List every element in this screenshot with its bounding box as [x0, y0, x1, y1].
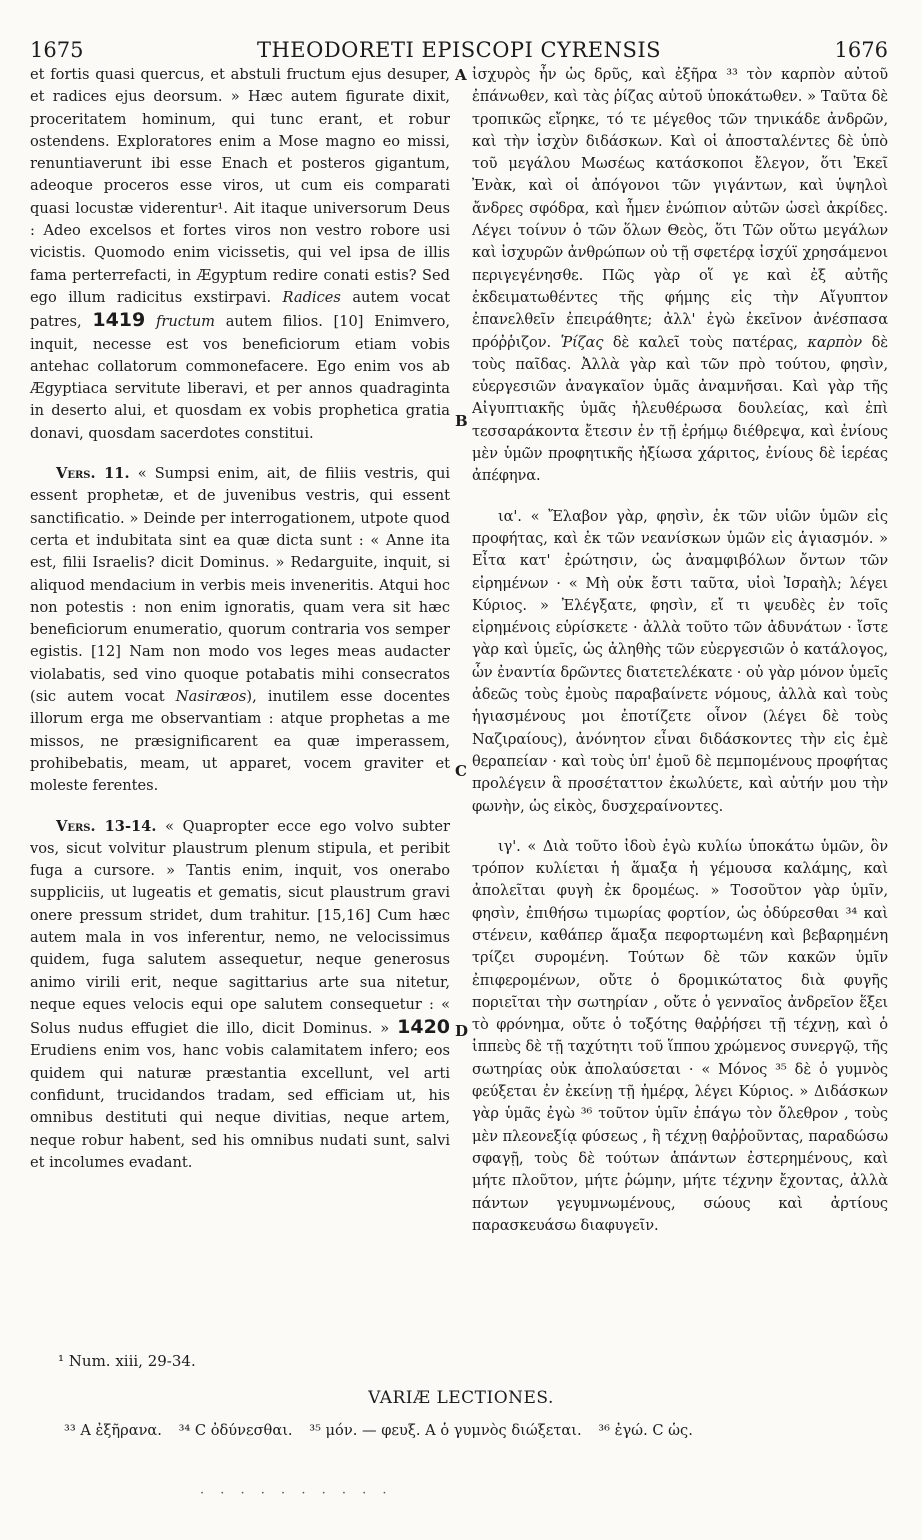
margin-letter-b: B: [455, 412, 468, 430]
page-number-left: 1675: [30, 38, 84, 62]
latin-paragraph-2: Vers. 11. « Sumpsi enim, ait, de filiis vestris, qui essent prophetæ, et de juvenibus vestris, qui essent sanctificatio. » Deinde per interrogationem, utpote quod certa et indubitata sint ea quæ dicta sunt : « Anne ita est, filii Israelis? dicit Dominus. » Redarguite, inquit, si aliquod mendacium in verbis meis inveneritis. Atqui hoc non potestis : non enim ignoratis, quam vera sit hæc beneficiorum enumeratio, quorum contraria vos semper egistis. [12] Nam non modo vos leges meas audacter violabatis, sed vino quoque potabatis mihi consecratos (sic autem vocat Nasiræos), inutilem esse docentes illorum erga me observantiam : atque prophetas a me missos, ne præsignificarent ea quæ imperassem, prohibebatis, meam, ut apparet, vocem graviter et moleste ferentes.: [30, 465, 451, 795]
page-title: THEODORETI EPISCOPI CYRENSIS: [256, 38, 662, 62]
variant-reading: ³⁴ C ὀδύνεσθαι.: [178, 1422, 293, 1439]
variant-reading: ³⁵ μόν. — φευξ. A ὁ γυμνὸς διώξεται.: [309, 1422, 582, 1439]
margin-letter-c: C: [455, 762, 467, 780]
greek-paragraph-3: ιγ'. « Διὰ τοῦτο ἰδοὺ ἐγὼ κυλίω ὑποκάτω ὑμῶν, ὃν τρόπον κυλίεται ἡ ἅμαξα ἡ γέμουσα καλάμης, καὶ ἀπολεῖται φυγὴ ἐκ δρομέως. » Τοσοῦτον γὰρ ὑμῖν, φησὶν, ἐπιθήσω τιμωρίας φορτίον, ὡς ὀδύρεσθαι ³⁴ καὶ στένειν, καθάπερ ἅμαξα πεφορτωμένη καὶ βεβαρημένη τρίζει συρομένη. Τούτων δὲ τῶν κακῶν ὑμῖν ἐπιφερομένων, οὔτε ὁ δρομικώτατος διὰ φυγῆς ποριεῖται τὴν σωτηρίαν , οὔτε ὁ γενναῖος ἀνδρεῖον ἕξει τὸ φρόνημα, οὔτε ὁ τοξότης θαῤῥήσει τῇ τέχνῃ, καὶ ὁ ἱππεὺς δὲ τῇ ταχύτητι τοῦ ἵππου χρώμενος συνεργῷ, τῆς σωτηρίας οὐκ ἀπολαύσεται · « Μόνος ³⁵ δὲ ὁ γυμνὸς φεύξεται ἐν ἐκείνῃ τῇ ἡμέρᾳ, λέγει Κύριος. » Διδάσκων γὰρ ὑμᾶς ἐγὼ ³⁶ τοῦτον ὑμῖν ἐπάγω τὸν ὄλεθρον , τοὺς μὲν πλεονεξίᾳ φύσεως , ἢ τέχνῃ θαῤῥοῦντας, παραδώσω σφαγῇ, τοὺς δὲ τούτων ἁπάντων ἐστερημένους, καὶ μήτε πλοῦτον, μήτε ῥώμην, μήτε τέχνην ἔχοντας, ἀλλὰ πάντων γεγυμνωμένους, σώους καὶ ἀρτίους παρασκευάσω διαφυγεῖν.: [472, 837, 888, 1234]
variae-lectiones-list: [64, 1422, 892, 1439]
greek-paragraph-1: ἰσχυρὸς ἦν ὡς δρῦς, καὶ ἐξῆρα ³³ τὸν καρπὸν αὐτοῦ ἐπάνωθεν, καὶ τὰς ῥίζας αὐτοῦ ὑποκάτωθεν. » Ταῦτα δὲ τροπικῶς εἴρηκε, τό τε μέγεθος τῶν τηνικάδε ἀνδρῶν, καὶ τὴν ἰσχὺν διδάσκων. Καὶ οἱ ἀποσταλέντες δὲ ὑπὸ τοῦ μεγάλου Μωσέως κατάσκοποι ἔλεγον, ὅτι Ἐκεῖ Ἐνὰκ, καὶ οἱ ἀπόγονοι τῶν γιγάντων, καὶ ὑψηλοὶ ἄνδρες σφόδρα, καὶ ἦμεν ἐνώπιον αὐτῶν ὡσεὶ ἀκρίδες. Λέγει τοίνυν ὁ τῶν ὅλων Θεὸς, ὅτι Τῶν οὕτω μεγάλων καὶ ἰσχυρῶν ἀνθρώπων οὐ τῇ σφετέρᾳ ἰσχύϊ χρησάμενοι περιγεγένησθε. Πῶς γὰρ οἵ γε καὶ ἐξ αὐτῆς ἐκδειματωθέντες τῆς φήμης εἰς τὴν Αἴγυπτον ἐπανελθεῖν ἐπειράθητε; ἀλλ' ἐγὼ ἐκεῖνον ἀνέσπασα πρόῤῥιζον. Ῥίζας δὲ καλεῖ τοὺς πατέρας, καρπὸν δὲ τοὺς παῖδας. Ἀλλὰ γὰρ καὶ τῶν πρὸ τούτου, φησὶν, εὐεργεσιῶν ἀναγκαῖον ὑμᾶς ἀναμνῆσαι. Καὶ γὰρ τῆς Αἰγυπτιακῆς ὑμᾶς ἠλευθέρωσα δουλείας, καὶ ἐπὶ τεσσαράκοντα ἔτεσιν ἐν τῇ ἐρήμῳ διέθρεψα, καὶ ἐνίους μὲν ὑμῶν προφητικῆς ἠξίωσα χάριτος, ἐνίους δὲ ἱερέας ἀπέφηνα.: [472, 66, 888, 485]
page-number-right: 1676: [834, 38, 888, 62]
latin-paragraph-3: Vers. 13-14. « Quapropter ecce ego volvo subter vos, sicut volvitur plaustrum plenum stipula, et peribit fuga a cursore. » Tantis enim, inquit, vos onerabo suppliciis, ut lugeatis et gematis, sicut plaustrum gravi onere pressum stridet, dum trahitur. [15,16] Cum hæc autem mala in vos inferentur, nemo, ne velocissimus quidem, fuga salutem assequetur, neque generosus animo virili erit, neque sagittarius arte sua nitetur, neque eques velocis equi ope salutem consequetur : « Solus nudus effugiet die illo, dicit Dominus. » 1420 Erudiens enim vos, hanc vobis calamitatem infero; eos quidem qui naturæ præstantia excellunt, vel arti confidunt, trucidandos tradam, sed efficiam ut, his omnibus destituti qui neque divitias, neque artem, neque robur habent, sed his omnibus nudati sunt, salvi et incolumes evadant.: [30, 817, 451, 1171]
running-header: [30, 38, 888, 66]
margin-letter-d: D: [455, 1022, 469, 1040]
column-number-1420: 1420: [397, 1016, 451, 1039]
latin-column: [30, 64, 450, 1174]
margin-letter-a: A: [455, 66, 467, 84]
verse-label-11: Vers. 11.: [56, 465, 130, 483]
variant-reading: ³⁶ ἐγώ. C ὡς.: [598, 1422, 693, 1439]
variae-lectiones-title: VARIÆ LECTIONES.: [368, 1388, 554, 1408]
latin-paragraph-1: et fortis quasi quercus, et abstuli fructum ejus desuper, et radices ejus deorsum. » Hæc autem figurate dixit, proceritatem hominum, qui tunc erant, et robur ostendens. Exploratores enim a Mose magno eo missi, renuntiaverunt ibi esse Enach et posteros gigantum, adeoque proceros esse viros, ut cum eis comparati quasi locustæ viderentur¹. Ait itaque universorum Deus : Adeo excelsos et fortes viros non vestro robore usi vicistis. Quomodo enim vicissetis, qui vel ipsa de illis fama perterrefacti, in Ægyptum redire conati estis? Sed ego illum radicitus exstirpavi. Radices autem vocat patres, 1419 fructum autem filios. [10] Enimvero, inquit, necesse est vos beneficiorum etiam vobis antehac collatorum commonefacere. Ego enim vos ab Ægyptiaca servitute liberavi, et per annos quadraginta in deserto alui, et quosdam ex vobis prophetica gratia donavi, quosdam sacerdotes constitui.: [30, 66, 451, 442]
greek-column: [472, 64, 888, 1237]
printers-dots: · · · · · · · · · ·: [200, 1486, 393, 1501]
greek-paragraph-2: ια'. « Ἔλαβον γὰρ, φησὶν, ἐκ τῶν υἱῶν ὑμῶν εἰς προφήτας, καὶ ἐκ τῶν νεανίσκων ὑμῶν εἰς ἁγιασμόν. » Εἶτα κατ' ἐρώτησιν, ὡς ἀναμφιβόλων ὄντων τῶν εἰρημένων · « Μὴ οὐκ ἔστι ταῦτα, υἱοὶ Ἰσραὴλ; λέγει Κύριος. » Ἐλέγξατε, φησὶν, εἴ τι ψευδὲς ἐν τοῖς εἰρημένοις εὑρίσκετε · ἀλλὰ τοῦτο τῶν ἀδυνάτων · ἴστε γὰρ καὶ ὑμεῖς, ὡς ἀληθὴς τῶν εὐεργεσιῶν ὁ κατάλογος, ὧν ἐναντία δρῶντες διατετελέκατε · οὐ γὰρ μόνον ὑμεῖς ἀδεῶς τοὺς ἐμοὺς παραβαίνετε νόμους, ἀλλὰ καὶ τοὺς ἡγιασμένους μοι ἐποτίζετε οἶνον (λέγει δὲ τοὺς Ναζιραίους), ἀνόνητον εἶναι διδάσκοντες τὴν εἰς ἐμὲ θεραπείαν · καὶ τοὺς ὑπ' ἐμοῦ δὲ πεμπομένους προφήτας προλέγειν ἃ προσέταττον ἐκωλύετε, καὶ αὐτήν μου τὴν φωνὴν, ὡς εἰκὸς, δυσχεραίνοντες.: [472, 507, 888, 815]
column-number-1419: 1419: [92, 309, 146, 332]
variant-reading: ³³ A ἐξῆρανα.: [64, 1422, 162, 1439]
footnote: ¹ Num. xiii, 29-34.: [58, 1352, 196, 1370]
verse-label-13-14: Vers. 13-14.: [56, 817, 157, 835]
